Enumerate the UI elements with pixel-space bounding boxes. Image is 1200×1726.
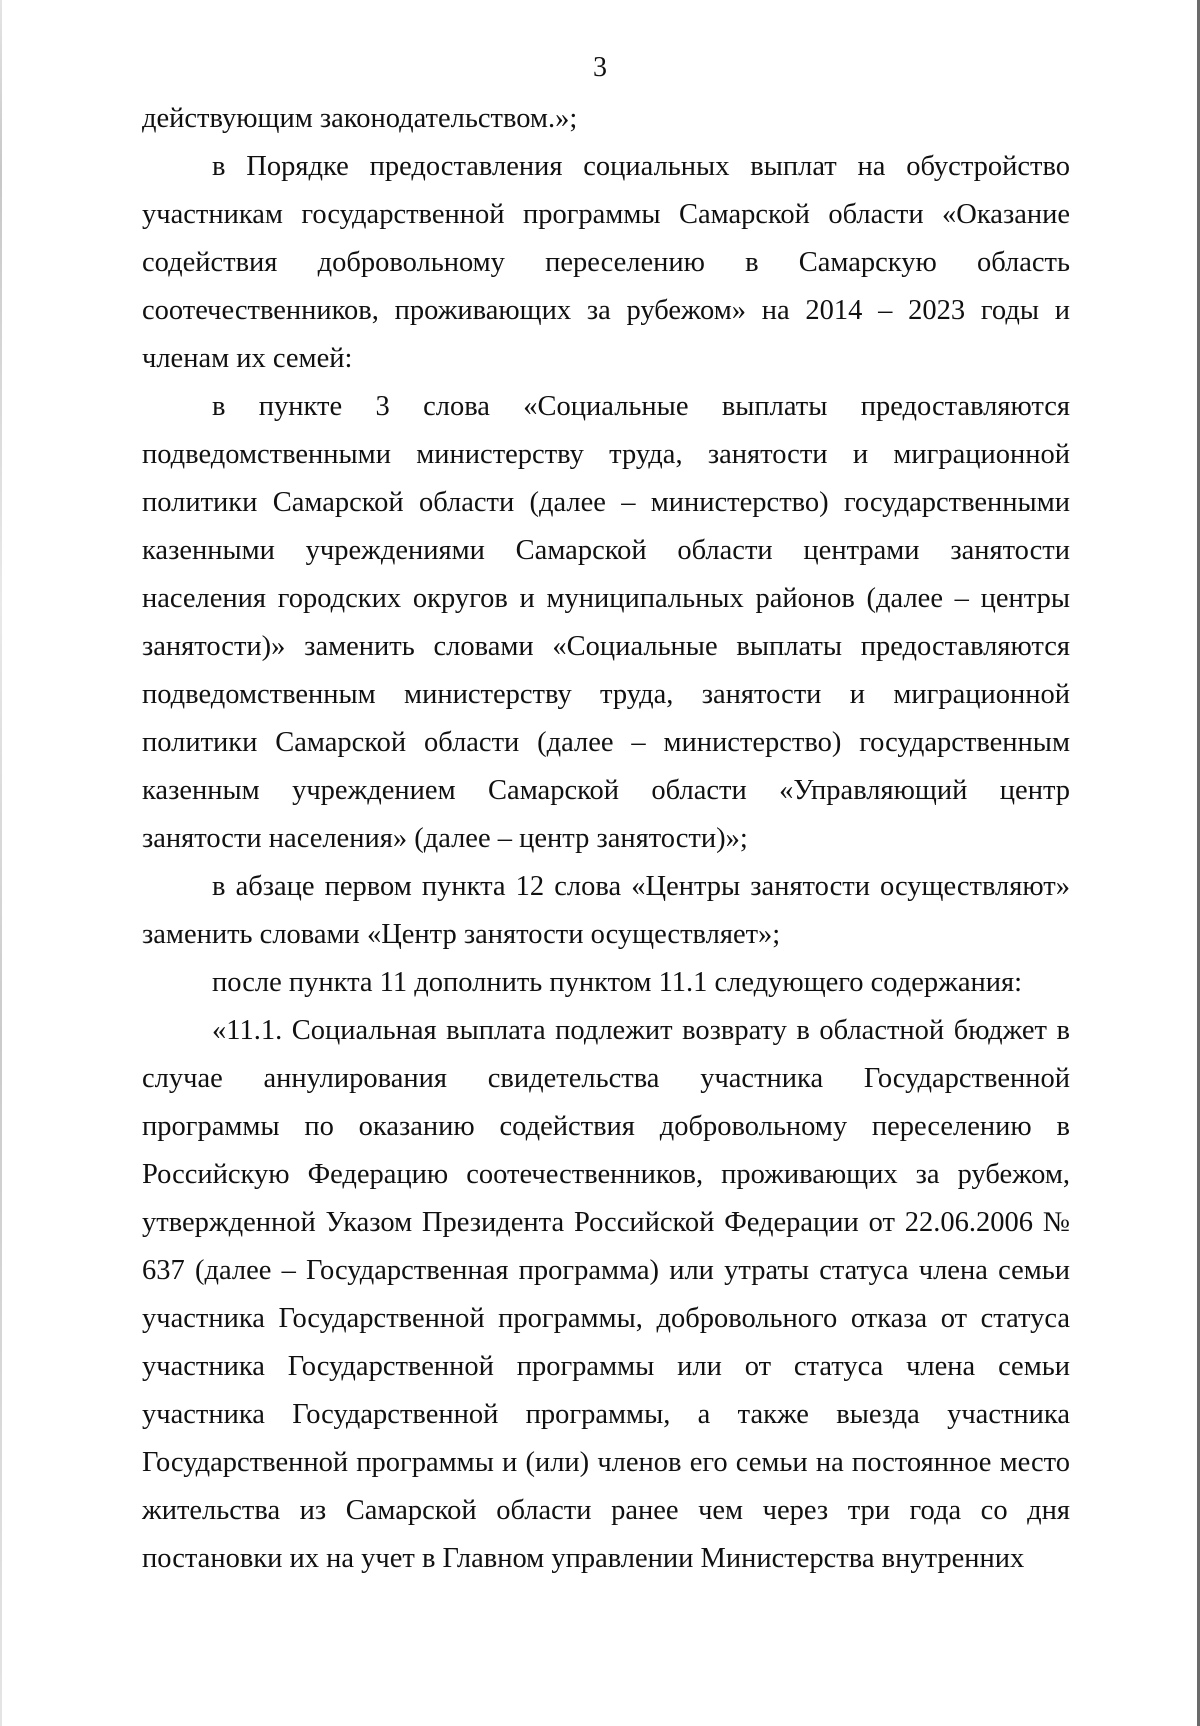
paragraph-point-12-amendment: в абзаце первом пункта 12 слова «Центры занятости осуществляют» заменить словами «Центр занятости осуществляет»;	[142, 871, 1070, 950]
paragraph-procedure-intro: в Порядке предоставления социальных выплат на обустройство участникам государственной программы Самарской области «Оказание содействия добровольному переселению в Самарскую область соотечественников, проживающих за рубежом» на 2014 – 2023 годы и членам их семей:	[142, 151, 1070, 374]
page-number: 3	[593, 52, 607, 83]
scan-edge-left	[0, 0, 2, 1726]
paragraph-point-3-amendment: в пункте 3 слова «Социальные выплаты предоставляются подведомственными министерству труда, занятости и миграционной политики Самарской области (далее – министерство) государственными казенными учреждениями Самарской области центрами занятости населения городских округов и муниципальных районов (далее – центры занятости)» заменить словами «Социальные выплаты предоставляются подведомственным министерству труда, занятости и миграционной политики Самарской области (далее – министерство) государственным казенным учреждением Самарской области «Управляющий центр занятости населения» (далее – центр занятости)»;	[142, 391, 1070, 854]
paragraph-point-11-1-addition: после пункта 11 дополнить пунктом 11.1 следующего содержания:	[212, 967, 1023, 998]
body-text	[142, 95, 1070, 1583]
paragraph-continuation: действующим законодательством.»;	[142, 103, 578, 134]
paragraph-point-11-1-text: «11.1. Социальная выплата подлежит возврату в областной бюджет в случае аннулирования свидетельства участника Государственной программы по оказанию содействия добровольному переселению в Российскую Федерацию соотечественников, проживающих за рубежом, утвержденной Указом Президента Российской Федерации от 22.06.2006 № 637 (далее – Государственная программа) или утраты статуса члена семьи участника Государственной программы, добровольного отказа от статуса участника Государственной программы или от статуса члена семьи участника Государственной программы, а также выезда участника Государственной программы и (или) членов его семьи на постоянное место жительства из Самарской области ранее чем через три года со дня постановки их на учет в Главном управлении Министерства внутренних	[142, 1015, 1070, 1574]
